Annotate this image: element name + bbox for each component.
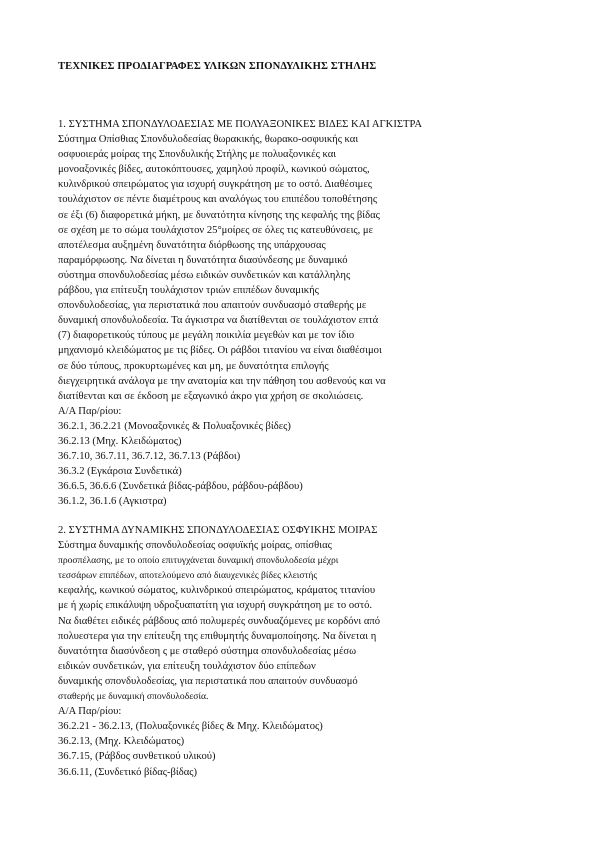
- catalog-entry: 36.3.2 (Εγκάρσια Συνδετικά): [58, 466, 182, 478]
- body-line: δυναμική σπονδυλοδεσία. Τα άγκιστρα να διατίθενται σε τουλάχιστον επτά: [58, 315, 379, 327]
- body-line: οσφυοιεράς μοίρας της Σπονδυλικής Στήλης με πολυαξονικές και: [58, 149, 337, 161]
- body-line: Να διαθέτει ειδικές ράβδους από πολυμερές συνδυαζόμενες με κορδόνι από: [58, 615, 381, 627]
- section-dynamic-lumbar-fusion: [58, 523, 558, 780]
- catalog-number-label: Α/Α Παρ/ρίου:: [58, 405, 122, 417]
- body-line: τεσσάρων επιπέδων, αποτελούμενο από διαυχενικές βίδες κλειστής: [58, 570, 318, 582]
- catalog-entry: 36.2.1, 36.2.21 (Μονοαξονικές & Πολυαξονικές βίδες): [58, 420, 291, 432]
- body-line: προσπέλασης, με το οποίο επιτυγχάνεται δυναμική σπονδυλοδεσία μέχρι: [58, 555, 339, 567]
- catalog-entry: 36.2.13 (Μηχ. Κλειδώματος): [58, 435, 182, 447]
- body-line: διατίθενται και σε έκδοση με εξαγωνικό άκρο για χρήση σε σκολιώσεις.: [58, 390, 364, 402]
- body-line: σε έξι (6) διαφορετικά μήκη, με δυνατότητα κίνησης της κεφαλής της βίδας: [58, 209, 380, 221]
- document-title: ΤΕΧΝΙΚΕΣ ΠΡΟΔΙΑΓΡΑΦΕΣ ΥΛΙΚΩΝ ΣΠΟΝΔΥΛΙΚΗΣ ΣΤΗΛΗΣ: [58, 61, 377, 72]
- section-polyaxial-screws-hooks: [58, 117, 558, 509]
- body-line: πολυεστερα για την επίτευξη της επιθυμητής δυναμοποίησης. Να δίνεται η: [58, 630, 377, 642]
- catalog-entry: 36.7.15, (Ράβδος συνθετικού υλικού): [58, 751, 216, 763]
- body-line: σε σχέση με το σώμα τουλάχιστον 25°μοίρες σε όλες τις κατευθύνσεις, με: [58, 224, 374, 236]
- body-line: σε δύο τύπους, προκυρτωμένες και μη, με δυνατότητα επιλογής: [58, 360, 329, 372]
- body-line: ράβδου, για επίτευξη τουλάχιστον τριών επιπέδων δυναμικής: [58, 285, 319, 297]
- body-line: σύστημα σπονδυλοδεσίας μέσω ειδικών συνδετικών και κατάλληλης: [58, 269, 351, 281]
- body-line: (7) διαφορετικούς τύπους με μεγάλη ποικιλία μεγεθών και με τον ίδιο: [58, 330, 355, 342]
- body-line: Σύστημα δυναμικής σπονδυλοδεσίας οσφυϊκής μοίρας, οπίσθιας: [58, 540, 332, 552]
- section-heading: 2. ΣΥΣΤΗΜΑ ΔΥΝΑΜΙΚΗΣ ΣΠΟΝΔΥΛΟΔΕΣΙΑΣ ΟΣΦΥΙΚΗΣ ΜΟΙΡΑΣ: [58, 525, 378, 536]
- catalog-entry: 36.1.2, 36.1.6 (Αγκιστρα): [58, 496, 167, 508]
- catalog-entry: 36.7.10, 36.7.11, 36.7.12, 36.7.13 (Ράβδοι): [58, 451, 241, 463]
- body-line: Σύστημα Οπίσθιας Σπονδυλοδεσίας θωρακικής, θωρακο-οσφυικής και: [58, 134, 359, 146]
- catalog-entry: 36.6.11, (Συνδετικό βίδας-βίδας): [58, 766, 198, 778]
- body-line: κυλινδρικού σπειρώματος για ισχυρή συγκράτηση με το οστό. Διαθέσιμες: [58, 179, 372, 191]
- body-line: με ή χωρίς επικάλυψη υδροξυαπατίτη για ισχυρή συγκράτηση με το οστό.: [58, 600, 373, 612]
- body-line: κεφαλής, κωνικού σώματος, κυλινδρικού σπειρώματος, κράματος τιτανίου: [58, 585, 376, 597]
- section-heading: 1. ΣΥΣΤΗΜΑ ΣΠΟΝΔΥΛΟΔΕΣΙΑΣ ΜΕ ΠΟΛΥΑΞΟΝΙΚΕΣ ΒΙΔΕΣ ΚΑΙ ΑΓΚΙΣΤΡΑ: [58, 119, 423, 130]
- catalog-entry: 36.6.5, 36.6.6 (Συνδετικά βίδας-ράβδου, ράβδου-ράβδου): [58, 481, 303, 493]
- body-line: σταθερής με δυναμική σπονδυλοδεσία.: [58, 691, 209, 703]
- body-line: δυνατότητα διασύνδεση ς με σταθερό σύστημα σπονδυλοδεσίας μέσω: [58, 645, 357, 657]
- body-line: μονοαξονικές βίδες, αυτοκόπτουσες, χαμηλού προφίλ, κωνικού σώματος,: [58, 164, 370, 176]
- body-line: παραμόρφωσης. Να δίνεται η δυνατότητα διασύνδεσης με δυναμικό: [58, 254, 348, 266]
- body-line: σπονδυλοδεσίας, για περιστατικά που απαιτούν συνδυασμό σταθερής με: [58, 300, 367, 312]
- body-line: διεγχειρητικά ανάλογα με την ανατομία και την πάθηση του ασθενούς και να: [58, 375, 386, 387]
- catalog-entry: 36.2.13, (Μηχ. Κλειδώματος): [58, 736, 185, 748]
- body-line: δυναμικής σπονδυλοδεσίας, για περιστατικά που απαιτούν συνδυασμό: [58, 675, 358, 687]
- body-line: τουλάχιστον σε πέντε διαμέτρους και αναλόγως του επιπέδου τοποθέτησης: [58, 194, 378, 206]
- catalog-entry: 36.2.21 - 36.2.13, (Πολυαξονικές βίδες & Μηχ. Κλειδώματος): [58, 721, 323, 733]
- body-line: ειδικών συνδετικών, για επίτευξη τουλάχιστον δύο επίπεδων: [58, 660, 316, 672]
- body-line: μηχανισμό κλειδώματος με τις βίδες. Οι ράβδοι τιτανίου να είναι διαθέσιμοι: [58, 345, 382, 357]
- body-line: αποτέλεσμα αυξημένη δυνατότητα διόρθωσης της υπάρχουσας: [58, 239, 326, 251]
- catalog-number-label: Α/Α Παρ/ρίου:: [58, 706, 122, 718]
